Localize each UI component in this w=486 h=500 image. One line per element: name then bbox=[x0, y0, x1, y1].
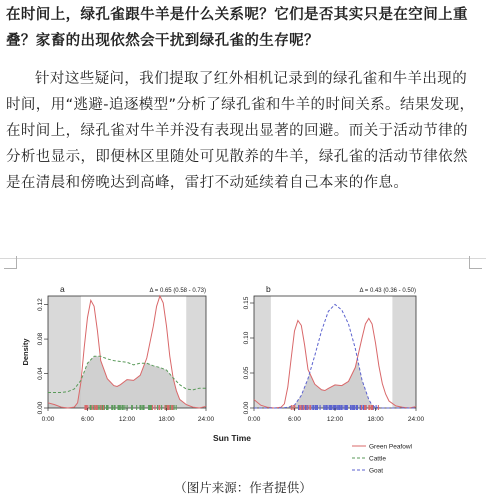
legend-label: Cattle bbox=[369, 455, 386, 463]
overlap-estimate-label: Δ = 0.43 (0.36 - 0.50) bbox=[359, 288, 416, 294]
x-tick-label: 18:00 bbox=[367, 416, 384, 423]
panel-a bbox=[21, 284, 215, 423]
y-tick-label: 0.08 bbox=[37, 332, 44, 346]
y-tick-label: 0.15 bbox=[243, 296, 250, 310]
x-tick-label: 24:00 bbox=[407, 416, 425, 423]
legend-label: Goat bbox=[369, 467, 384, 475]
x-tick-label: 6:00 bbox=[81, 416, 94, 423]
x-tick-label: 6:00 bbox=[288, 416, 301, 423]
night-shade-band bbox=[48, 296, 81, 408]
y-tick-label: 0.05 bbox=[243, 366, 250, 380]
x-axis-title: Sun Time bbox=[212, 433, 252, 443]
y-tick-label: 0.10 bbox=[243, 331, 250, 345]
overlap-area bbox=[254, 360, 416, 408]
x-tick-label: 0:00 bbox=[247, 416, 261, 423]
activity-overlap-figure bbox=[0, 278, 486, 478]
legend-label: Green Peafowl bbox=[369, 443, 412, 451]
page-corner-mark-right bbox=[469, 256, 482, 269]
overlap-estimate-label: Δ = 0.65 (0.58 - 0.73) bbox=[149, 288, 206, 294]
question-paragraph: 在时间上，绿孔雀跟牛羊是什么关系呢？它们是否其实只是在空间上重叠？家畜的出现依然会干扰到绿孔雀的生存呢？ bbox=[6, 7, 468, 49]
y-tick-label: 0.00 bbox=[37, 401, 44, 415]
x-tick-label: 0:00 bbox=[41, 416, 55, 423]
body-paragraph: 针对这些疑问，我们提取了红外相机记录到的绿孔雀和牛羊出现的时间，用“逃避-追逐模型”分析了绿孔雀和牛羊的时间关系。结果发现，在时间上，绿孔雀对牛羊并没有表现出显著的回避。而关于活动节律的分析也显示，即便林区里随处可见散养的牛羊，绿孔雀的活动节律依然是在清晨和傍晚达到高峰，雷打不动延续着自己本来的作息。 bbox=[6, 71, 475, 191]
night-shade-band bbox=[254, 296, 271, 408]
panel-letter: a bbox=[60, 284, 65, 294]
panel-letter: b bbox=[266, 284, 271, 294]
night-shade-band bbox=[392, 296, 416, 408]
x-tick-label: 18:00 bbox=[158, 416, 175, 423]
night-shade-band bbox=[186, 296, 206, 408]
y-tick-label: 0.04 bbox=[37, 367, 44, 380]
page-corner-mark-left bbox=[4, 256, 17, 269]
x-tick-label: 24:00 bbox=[197, 416, 215, 423]
x-tick-label: 12:00 bbox=[118, 416, 136, 423]
y-tick-label: 0.12 bbox=[37, 298, 44, 311]
y-tick-label: 0.00 bbox=[243, 401, 250, 415]
legend bbox=[352, 444, 413, 475]
panel-b bbox=[243, 284, 425, 423]
x-tick-label: 12:00 bbox=[326, 416, 344, 423]
page-break-line bbox=[0, 258, 486, 259]
y-axis-title: Density bbox=[21, 338, 30, 366]
figure-caption: （图片来源：作者提供） bbox=[174, 480, 312, 495]
